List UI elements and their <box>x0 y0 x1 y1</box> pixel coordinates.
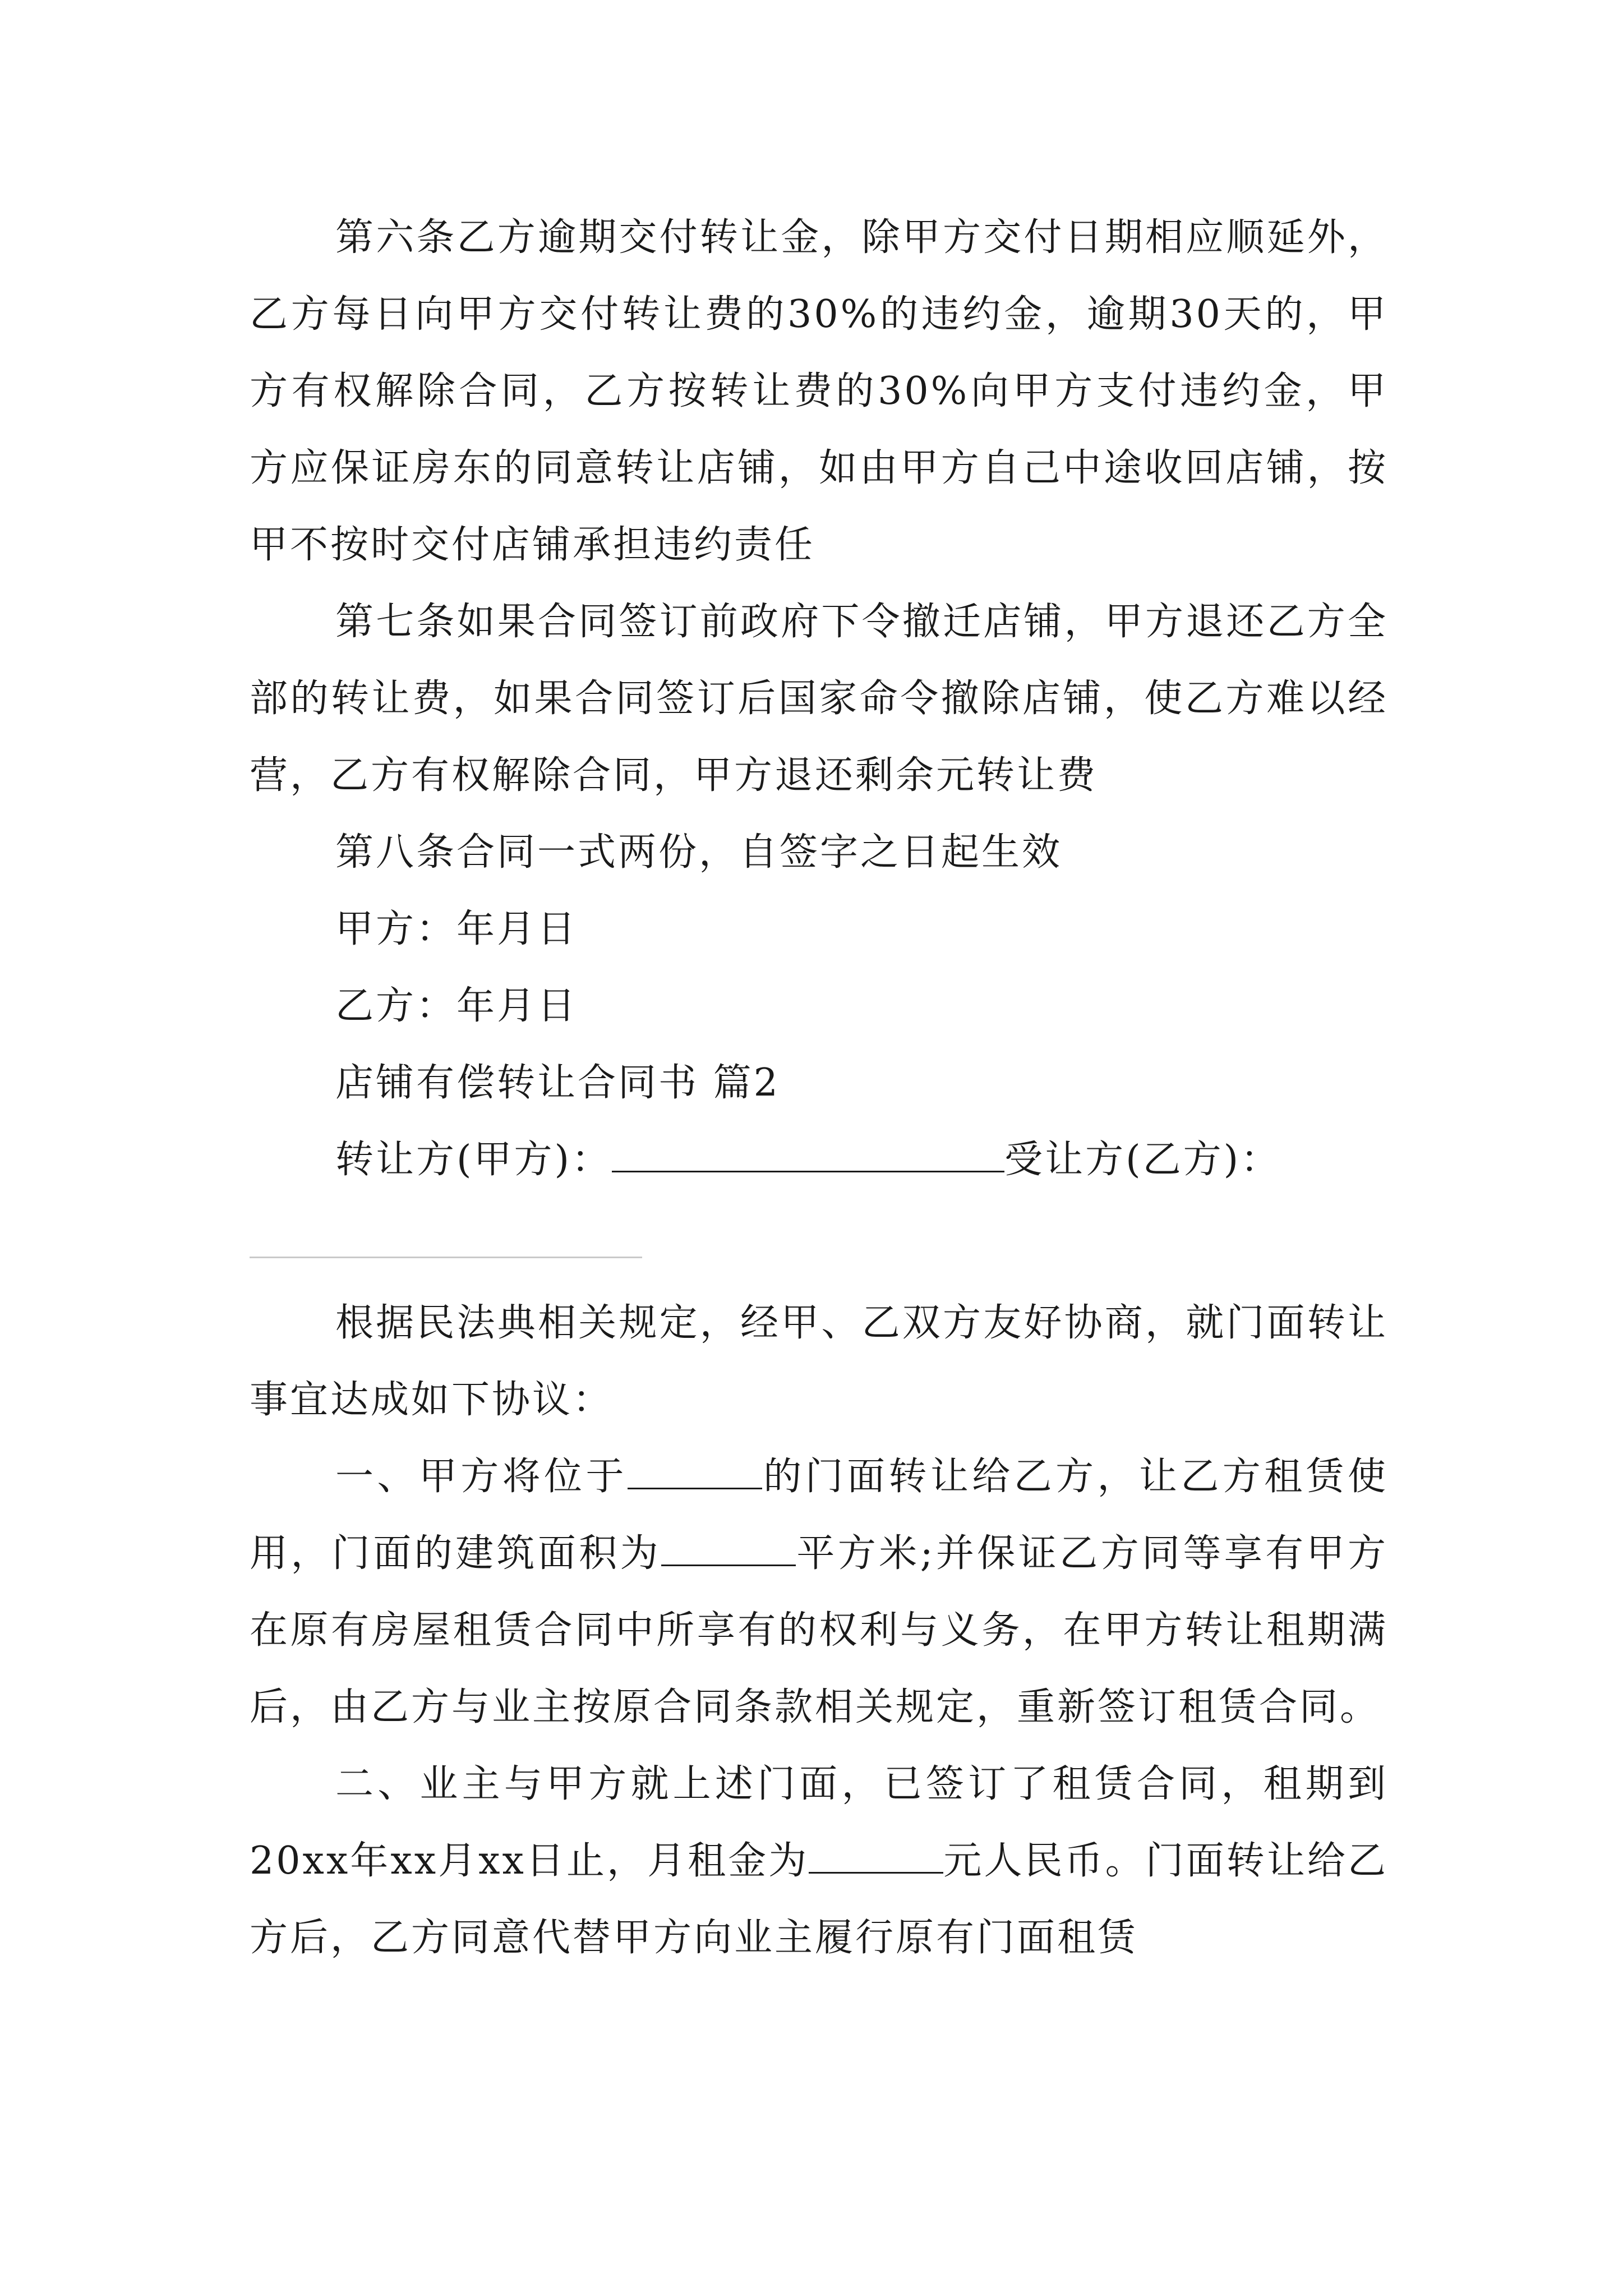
clause-one-text-a: 一、甲方将位于 <box>335 1455 628 1499</box>
section-title: 店铺有偿转让合同书 篇2 <box>335 1061 780 1105</box>
preamble-paragraph: 根据民法典相关规定，经甲、乙双方友好协商，就门面转让事宜达成如下协议： <box>250 1301 1388 1422</box>
document-body-continued <box>250 1285 1388 1976</box>
transferor-label: 转让方(甲方)： <box>335 1138 612 1182</box>
transfer-parties-line <box>250 1121 1388 1198</box>
clause-one-text-c: 平方米;并保证乙方同等享有甲方在原有房屋租赁合同中所享有的权利与义务，在甲方转让租期满后，由乙方与业主按原合同条款相关规定，重新签订租赁合同。 <box>250 1531 1388 1729</box>
party-b-signature-line: 乙方：年月日 <box>335 984 578 1028</box>
article-eight-paragraph: 第八条合同一式两份，自签字之日起生效 <box>335 830 1063 875</box>
rent-blank <box>809 1837 943 1874</box>
clause-one-paragraph <box>250 1438 1388 1746</box>
party-a-signature-line: 甲方：年月日 <box>335 907 578 951</box>
transferor-blank <box>612 1136 1004 1172</box>
article-six-paragraph: 第六条乙方逾期交付转让金，除甲方交付日期相应顺延外，乙方每日向甲方交付转让费的30%的违约金，逾期30天的，甲方有权解除合同，乙方按转让费的30%向甲方支付违约金，甲方应保证房东的同意转让店铺，如由甲方自己中途收回店铺，按甲不按时交付店铺承担违约责任 <box>250 215 1388 567</box>
clause-one-text-b: 的门面转让给乙方，让乙方租赁使用，门面的建筑面积为 <box>250 1455 1388 1576</box>
document-body <box>250 199 1388 1198</box>
clause-two-text-a: 二、业主与甲方就上述门面，已签订了租赁合同，租期到20xx年xx月xx日止，月租金为 <box>250 1762 1388 1883</box>
clause-two-text-b: 元人民币。门面转让给乙方后，乙方同意代替甲方向业主履行原有门面租赁 <box>250 1839 1388 1960</box>
transferee-blank-line <box>250 1257 642 1258</box>
area-blank <box>661 1530 796 1566</box>
location-blank <box>628 1453 762 1489</box>
clause-two-paragraph <box>250 1746 1388 1976</box>
article-seven-paragraph: 第七条如果合同签订前政府下令撤迁店铺，甲方退还乙方全部的转让费，如果合同签订后国家命令撤除店铺，使乙方难以经营，乙方有权解除合同，甲方退还剩余元转让费 <box>250 600 1388 798</box>
transferee-label: 受让方(乙方)： <box>1004 1138 1281 1182</box>
